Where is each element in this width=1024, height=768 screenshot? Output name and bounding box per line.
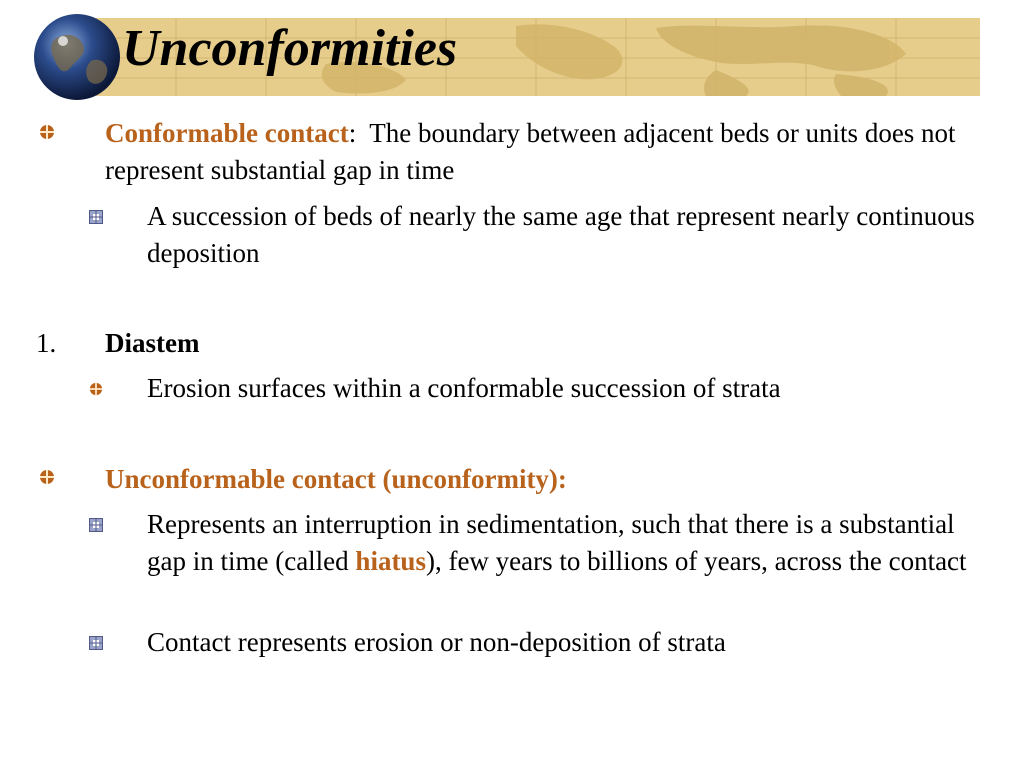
square-bullet-icon bbox=[89, 636, 103, 650]
term-conformable-contact: Conformable contact bbox=[105, 118, 349, 148]
term-diastem: Diastem bbox=[105, 328, 200, 358]
list-item: Erosion surfaces within a conformable succession of strata bbox=[147, 373, 781, 403]
square-bullet-icon bbox=[89, 210, 103, 224]
page-title: Unconformities bbox=[122, 20, 458, 77]
round-bullet-icon bbox=[89, 382, 103, 396]
list-item: Represents an interruption in sedimentation, such that there is a substantial gap in time (called hiatus), few years to billions of years, across the contact bbox=[147, 509, 967, 576]
round-bullet-icon bbox=[39, 469, 55, 485]
list-item: Conformable contact: The boundary between adjacent beds or units does not represent substantial gap in time bbox=[105, 118, 963, 185]
globe-icon bbox=[33, 13, 121, 101]
round-bullet-icon bbox=[39, 124, 55, 140]
term-hiatus: hiatus bbox=[355, 546, 426, 576]
list-item: A succession of beds of nearly the same age that represent nearly continuous deposition bbox=[147, 201, 975, 268]
list-item: Contact represents erosion or non-deposition of strata bbox=[147, 627, 726, 657]
square-bullet-icon bbox=[89, 518, 103, 532]
term-unconformable-contact: Unconformable contact (unconformity): bbox=[105, 464, 567, 494]
list-number: 1. bbox=[36, 328, 57, 358]
